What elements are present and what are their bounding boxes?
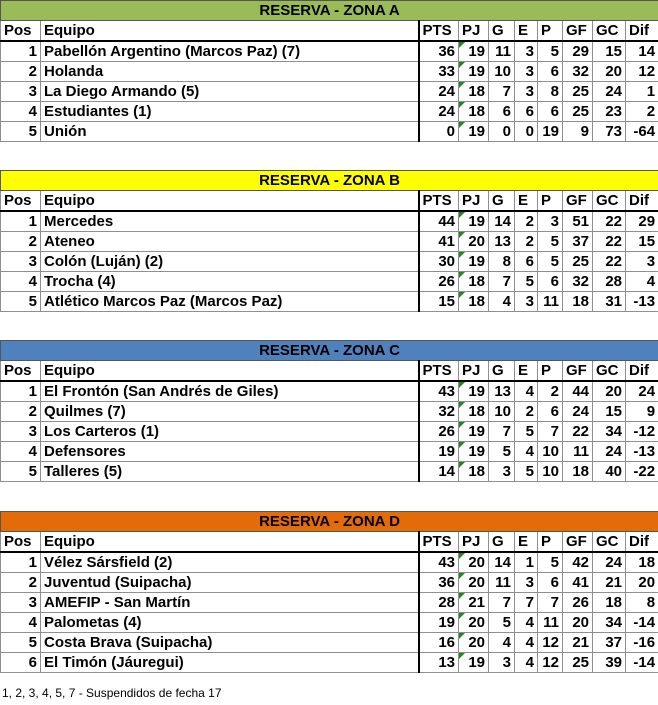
column-header-p: P bbox=[538, 532, 563, 553]
cell-gc: 24 bbox=[593, 82, 626, 102]
cell-pts: 43 bbox=[419, 381, 459, 402]
cell-team: Unión bbox=[41, 122, 419, 142]
cell-team: Mercedes bbox=[41, 211, 419, 232]
cell-gf: 25 bbox=[563, 252, 593, 272]
cell-pj: 18 bbox=[459, 272, 489, 292]
cell-pj: 19 bbox=[459, 41, 489, 62]
cell-e: 5 bbox=[515, 422, 538, 442]
table-row bbox=[1, 122, 658, 142]
zone-title: RESERVA - ZONA A bbox=[1, 1, 658, 21]
cell-gc: 24 bbox=[593, 552, 626, 573]
cell-pos: 1 bbox=[1, 381, 41, 402]
cell-team: Colón (Luján) (2) bbox=[41, 252, 419, 272]
table-row bbox=[1, 422, 658, 442]
table-row bbox=[1, 552, 658, 573]
cell-gf: 37 bbox=[563, 232, 593, 252]
cell-g: 11 bbox=[489, 41, 515, 62]
table-row bbox=[1, 653, 658, 673]
cell-dif: 12 bbox=[626, 62, 658, 82]
cell-pts: 43 bbox=[419, 552, 459, 573]
column-header-pts: PTS bbox=[419, 21, 459, 42]
column-header-gc: GC bbox=[593, 21, 626, 42]
cell-team: Vélez Sársfield (2) bbox=[41, 552, 419, 573]
column-header-pts: PTS bbox=[419, 191, 459, 212]
table-row bbox=[1, 573, 658, 593]
cell-g: 10 bbox=[489, 62, 515, 82]
column-header-pj: PJ bbox=[459, 361, 489, 382]
cell-pj: 18 bbox=[459, 102, 489, 122]
cell-p: 19 bbox=[538, 122, 563, 142]
cell-team: Los Carteros (1) bbox=[41, 422, 419, 442]
cell-pj: 20 bbox=[459, 633, 489, 653]
cell-pj: 18 bbox=[459, 402, 489, 422]
column-header-pos: Pos bbox=[1, 21, 41, 42]
column-header-pj: PJ bbox=[459, 191, 489, 212]
cell-g: 13 bbox=[489, 381, 515, 402]
zone-title-row bbox=[1, 1, 658, 21]
cell-e: 4 bbox=[515, 442, 538, 462]
cell-g: 4 bbox=[489, 633, 515, 653]
cell-gc: 24 bbox=[593, 442, 626, 462]
cell-g: 4 bbox=[489, 292, 515, 312]
cell-g: 5 bbox=[489, 442, 515, 462]
cell-g: 7 bbox=[489, 593, 515, 613]
cell-pos: 2 bbox=[1, 62, 41, 82]
cell-dif: 4 bbox=[626, 272, 658, 292]
cell-pts: 26 bbox=[419, 272, 459, 292]
cell-g: 7 bbox=[489, 82, 515, 102]
column-header-team: Equipo bbox=[41, 361, 419, 382]
column-header-e: E bbox=[515, 361, 538, 382]
column-header-pts: PTS bbox=[419, 532, 459, 553]
cell-p: 6 bbox=[538, 272, 563, 292]
cell-gc: 34 bbox=[593, 613, 626, 633]
column-header-e: E bbox=[515, 191, 538, 212]
cell-g: 7 bbox=[489, 422, 515, 442]
cell-gf: 41 bbox=[563, 573, 593, 593]
cell-gf: 9 bbox=[563, 122, 593, 142]
cell-p: 12 bbox=[538, 653, 563, 673]
cell-gf: 21 bbox=[563, 633, 593, 653]
cell-g: 6 bbox=[489, 102, 515, 122]
column-header-pj: PJ bbox=[459, 532, 489, 553]
cell-pts: 30 bbox=[419, 252, 459, 272]
cell-e: 4 bbox=[515, 381, 538, 402]
table-row bbox=[1, 613, 658, 633]
cell-g: 3 bbox=[489, 462, 515, 482]
cell-p: 10 bbox=[538, 442, 563, 462]
cell-gc: 31 bbox=[593, 292, 626, 312]
cell-gf: 44 bbox=[563, 381, 593, 402]
cell-team: Defensores bbox=[41, 442, 419, 462]
cell-e: 7 bbox=[515, 593, 538, 613]
cell-pos: 2 bbox=[1, 573, 41, 593]
cell-gf: 51 bbox=[563, 211, 593, 232]
table-row bbox=[1, 633, 658, 653]
cell-pts: 13 bbox=[419, 653, 459, 673]
cell-p: 7 bbox=[538, 422, 563, 442]
cell-team: El Timón (Jáuregui) bbox=[41, 653, 419, 673]
cell-gc: 28 bbox=[593, 272, 626, 292]
column-header-pj: PJ bbox=[459, 21, 489, 42]
cell-pts: 36 bbox=[419, 41, 459, 62]
cell-dif: 2 bbox=[626, 102, 658, 122]
cell-gf: 18 bbox=[563, 462, 593, 482]
cell-team: Juventud (Suipacha) bbox=[41, 573, 419, 593]
zone-title-row bbox=[1, 341, 658, 361]
cell-gc: 40 bbox=[593, 462, 626, 482]
cell-e: 0 bbox=[515, 122, 538, 142]
column-header-pos: Pos bbox=[1, 361, 41, 382]
cell-dif: -12 bbox=[626, 422, 658, 442]
cell-pj: 18 bbox=[459, 82, 489, 102]
cell-pos: 4 bbox=[1, 272, 41, 292]
zone-table-c bbox=[0, 340, 658, 482]
cell-dif: 20 bbox=[626, 573, 658, 593]
table-row bbox=[1, 211, 658, 232]
cell-g: 13 bbox=[489, 232, 515, 252]
cell-pj: 18 bbox=[459, 292, 489, 312]
table-row bbox=[1, 292, 658, 312]
cell-dif: 29 bbox=[626, 211, 658, 232]
cell-pts: 19 bbox=[419, 613, 459, 633]
cell-pj: 21 bbox=[459, 593, 489, 613]
cell-pos: 5 bbox=[1, 292, 41, 312]
cell-pos: 4 bbox=[1, 102, 41, 122]
cell-e: 3 bbox=[515, 82, 538, 102]
cell-dif: -13 bbox=[626, 292, 658, 312]
cell-gc: 73 bbox=[593, 122, 626, 142]
cell-gc: 21 bbox=[593, 573, 626, 593]
column-header-p: P bbox=[538, 361, 563, 382]
cell-gf: 22 bbox=[563, 422, 593, 442]
cell-dif: -64 bbox=[626, 122, 658, 142]
cell-pts: 16 bbox=[419, 633, 459, 653]
cell-pos: 2 bbox=[1, 402, 41, 422]
cell-dif: 24 bbox=[626, 381, 658, 402]
cell-g: 7 bbox=[489, 272, 515, 292]
cell-pj: 19 bbox=[459, 381, 489, 402]
cell-gc: 15 bbox=[593, 402, 626, 422]
cell-pj: 20 bbox=[459, 552, 489, 573]
cell-g: 0 bbox=[489, 122, 515, 142]
cell-e: 2 bbox=[515, 232, 538, 252]
cell-e: 5 bbox=[515, 272, 538, 292]
cell-gc: 15 bbox=[593, 41, 626, 62]
zone-table-d bbox=[0, 511, 658, 673]
cell-team: Palometas (4) bbox=[41, 613, 419, 633]
cell-gc: 20 bbox=[593, 62, 626, 82]
cell-e: 2 bbox=[515, 211, 538, 232]
header-row bbox=[1, 191, 658, 212]
cell-p: 5 bbox=[538, 252, 563, 272]
cell-gf: 29 bbox=[563, 41, 593, 62]
cell-p: 5 bbox=[538, 232, 563, 252]
cell-pos: 1 bbox=[1, 211, 41, 232]
cell-pj: 20 bbox=[459, 613, 489, 633]
column-header-gc: GC bbox=[593, 532, 626, 553]
cell-team: AMEFIP - San Martín bbox=[41, 593, 419, 613]
cell-e: 1 bbox=[515, 552, 538, 573]
cell-pj: 20 bbox=[459, 573, 489, 593]
cell-pos: 6 bbox=[1, 653, 41, 673]
cell-dif: 18 bbox=[626, 552, 658, 573]
standings-table bbox=[0, 511, 658, 673]
cell-pts: 19 bbox=[419, 442, 459, 462]
table-row bbox=[1, 442, 658, 462]
cell-e: 3 bbox=[515, 292, 538, 312]
zone-title-row bbox=[1, 171, 658, 191]
cell-gf: 18 bbox=[563, 292, 593, 312]
column-header-dif: Dif bbox=[626, 361, 658, 382]
cell-gc: 22 bbox=[593, 211, 626, 232]
cell-pts: 32 bbox=[419, 402, 459, 422]
cell-pts: 41 bbox=[419, 232, 459, 252]
cell-pj: 19 bbox=[459, 252, 489, 272]
zone-title: RESERVA - ZONA B bbox=[1, 171, 658, 191]
column-header-team: Equipo bbox=[41, 191, 419, 212]
cell-pos: 5 bbox=[1, 633, 41, 653]
cell-gc: 20 bbox=[593, 381, 626, 402]
cell-dif: 1 bbox=[626, 82, 658, 102]
cell-pos: 3 bbox=[1, 252, 41, 272]
cell-dif: 15 bbox=[626, 232, 658, 252]
cell-pts: 0 bbox=[419, 122, 459, 142]
column-header-pos: Pos bbox=[1, 191, 41, 212]
footnote: 1, 2, 3, 4, 5, 7 - Suspendidos de fecha 17 bbox=[2, 686, 222, 700]
standings-table bbox=[0, 0, 658, 142]
cell-g: 8 bbox=[489, 252, 515, 272]
cell-dif: -16 bbox=[626, 633, 658, 653]
cell-dif: 9 bbox=[626, 402, 658, 422]
cell-p: 2 bbox=[538, 381, 563, 402]
cell-p: 5 bbox=[538, 41, 563, 62]
cell-dif: -22 bbox=[626, 462, 658, 482]
header-row bbox=[1, 361, 658, 382]
cell-gc: 23 bbox=[593, 102, 626, 122]
table-row bbox=[1, 462, 658, 482]
cell-g: 14 bbox=[489, 211, 515, 232]
cell-team: Pabellón Argentino (Marcos Paz) (7) bbox=[41, 41, 419, 62]
cell-team: La Diego Armando (5) bbox=[41, 82, 419, 102]
cell-pj: 19 bbox=[459, 422, 489, 442]
cell-g: 11 bbox=[489, 573, 515, 593]
cell-pj: 19 bbox=[459, 62, 489, 82]
cell-team: Holanda bbox=[41, 62, 419, 82]
cell-p: 10 bbox=[538, 462, 563, 482]
cell-dif: -13 bbox=[626, 442, 658, 462]
cell-team: Quilmes (7) bbox=[41, 402, 419, 422]
cell-gc: 34 bbox=[593, 422, 626, 442]
cell-pj: 20 bbox=[459, 232, 489, 252]
column-header-g: G bbox=[489, 361, 515, 382]
cell-pos: 3 bbox=[1, 422, 41, 442]
cell-pts: 28 bbox=[419, 593, 459, 613]
cell-gc: 22 bbox=[593, 252, 626, 272]
cell-g: 3 bbox=[489, 653, 515, 673]
cell-pj: 19 bbox=[459, 653, 489, 673]
cell-p: 11 bbox=[538, 613, 563, 633]
cell-team: El Frontón (San Andrés de Giles) bbox=[41, 381, 419, 402]
cell-g: 5 bbox=[489, 613, 515, 633]
cell-p: 6 bbox=[538, 102, 563, 122]
column-header-gf: GF bbox=[563, 21, 593, 42]
cell-gf: 25 bbox=[563, 653, 593, 673]
cell-g: 10 bbox=[489, 402, 515, 422]
column-header-e: E bbox=[515, 21, 538, 42]
cell-pos: 3 bbox=[1, 593, 41, 613]
column-header-gf: GF bbox=[563, 361, 593, 382]
table-row bbox=[1, 82, 658, 102]
cell-pts: 24 bbox=[419, 82, 459, 102]
cell-p: 6 bbox=[538, 573, 563, 593]
zone-title: RESERVA - ZONA C bbox=[1, 341, 658, 361]
cell-e: 2 bbox=[515, 402, 538, 422]
table-row bbox=[1, 62, 658, 82]
table-row bbox=[1, 102, 658, 122]
cell-gf: 26 bbox=[563, 593, 593, 613]
cell-pos: 1 bbox=[1, 552, 41, 573]
table-row bbox=[1, 593, 658, 613]
cell-gf: 11 bbox=[563, 442, 593, 462]
cell-p: 8 bbox=[538, 82, 563, 102]
column-header-dif: Dif bbox=[626, 532, 658, 553]
column-header-e: E bbox=[515, 532, 538, 553]
cell-pos: 3 bbox=[1, 82, 41, 102]
table-row bbox=[1, 41, 658, 62]
column-header-p: P bbox=[538, 191, 563, 212]
cell-pj: 19 bbox=[459, 442, 489, 462]
cell-pts: 33 bbox=[419, 62, 459, 82]
cell-gf: 32 bbox=[563, 62, 593, 82]
cell-pts: 44 bbox=[419, 211, 459, 232]
cell-g: 14 bbox=[489, 552, 515, 573]
column-header-p: P bbox=[538, 21, 563, 42]
cell-gc: 22 bbox=[593, 232, 626, 252]
cell-team: Trocha (4) bbox=[41, 272, 419, 292]
cell-p: 3 bbox=[538, 211, 563, 232]
cell-gc: 39 bbox=[593, 653, 626, 673]
table-row bbox=[1, 381, 658, 402]
cell-team: Atlético Marcos Paz (Marcos Paz) bbox=[41, 292, 419, 312]
cell-pj: 19 bbox=[459, 122, 489, 142]
cell-gf: 25 bbox=[563, 102, 593, 122]
cell-gc: 37 bbox=[593, 633, 626, 653]
column-header-pos: Pos bbox=[1, 532, 41, 553]
zone-title: RESERVA - ZONA D bbox=[1, 512, 658, 532]
column-header-dif: Dif bbox=[626, 191, 658, 212]
column-header-team: Equipo bbox=[41, 532, 419, 553]
table-row bbox=[1, 232, 658, 252]
cell-pos: 5 bbox=[1, 462, 41, 482]
column-header-g: G bbox=[489, 21, 515, 42]
column-header-team: Equipo bbox=[41, 21, 419, 42]
cell-pj: 19 bbox=[459, 211, 489, 232]
cell-gc: 18 bbox=[593, 593, 626, 613]
cell-e: 4 bbox=[515, 633, 538, 653]
cell-e: 3 bbox=[515, 62, 538, 82]
cell-p: 6 bbox=[538, 62, 563, 82]
cell-p: 12 bbox=[538, 633, 563, 653]
cell-pos: 2 bbox=[1, 232, 41, 252]
cell-pts: 26 bbox=[419, 422, 459, 442]
header-row bbox=[1, 532, 658, 553]
table-row bbox=[1, 252, 658, 272]
cell-e: 4 bbox=[515, 653, 538, 673]
cell-e: 5 bbox=[515, 462, 538, 482]
column-header-dif: Dif bbox=[626, 21, 658, 42]
zone-table-a bbox=[0, 0, 658, 142]
standings-table bbox=[0, 170, 658, 312]
cell-p: 11 bbox=[538, 292, 563, 312]
cell-e: 3 bbox=[515, 573, 538, 593]
zone-table-b bbox=[0, 170, 658, 312]
cell-e: 6 bbox=[515, 102, 538, 122]
cell-gf: 20 bbox=[563, 613, 593, 633]
cell-dif: -14 bbox=[626, 653, 658, 673]
cell-pts: 15 bbox=[419, 292, 459, 312]
cell-e: 4 bbox=[515, 613, 538, 633]
cell-pos: 5 bbox=[1, 122, 41, 142]
cell-e: 6 bbox=[515, 252, 538, 272]
cell-e: 3 bbox=[515, 41, 538, 62]
cell-dif: 3 bbox=[626, 252, 658, 272]
cell-pos: 1 bbox=[1, 41, 41, 62]
column-header-g: G bbox=[489, 532, 515, 553]
column-header-gc: GC bbox=[593, 361, 626, 382]
cell-pos: 4 bbox=[1, 442, 41, 462]
column-header-gf: GF bbox=[563, 532, 593, 553]
column-header-pts: PTS bbox=[419, 361, 459, 382]
standings-table bbox=[0, 340, 658, 482]
cell-team: Costa Brava (Suipacha) bbox=[41, 633, 419, 653]
cell-gf: 25 bbox=[563, 82, 593, 102]
column-header-gc: GC bbox=[593, 191, 626, 212]
cell-gf: 32 bbox=[563, 272, 593, 292]
zone-title-row bbox=[1, 512, 658, 532]
table-row bbox=[1, 402, 658, 422]
header-row bbox=[1, 21, 658, 42]
cell-pos: 4 bbox=[1, 613, 41, 633]
cell-pts: 14 bbox=[419, 462, 459, 482]
cell-gf: 42 bbox=[563, 552, 593, 573]
cell-gf: 24 bbox=[563, 402, 593, 422]
cell-p: 6 bbox=[538, 402, 563, 422]
cell-pj: 18 bbox=[459, 462, 489, 482]
cell-team: Estudiantes (1) bbox=[41, 102, 419, 122]
cell-dif: 8 bbox=[626, 593, 658, 613]
cell-team: Ateneo bbox=[41, 232, 419, 252]
cell-pts: 24 bbox=[419, 102, 459, 122]
cell-p: 7 bbox=[538, 593, 563, 613]
column-header-gf: GF bbox=[563, 191, 593, 212]
cell-pts: 36 bbox=[419, 573, 459, 593]
cell-team: Talleres (5) bbox=[41, 462, 419, 482]
cell-p: 5 bbox=[538, 552, 563, 573]
table-row bbox=[1, 272, 658, 292]
cell-dif: 14 bbox=[626, 41, 658, 62]
column-header-g: G bbox=[489, 191, 515, 212]
cell-dif: -14 bbox=[626, 613, 658, 633]
